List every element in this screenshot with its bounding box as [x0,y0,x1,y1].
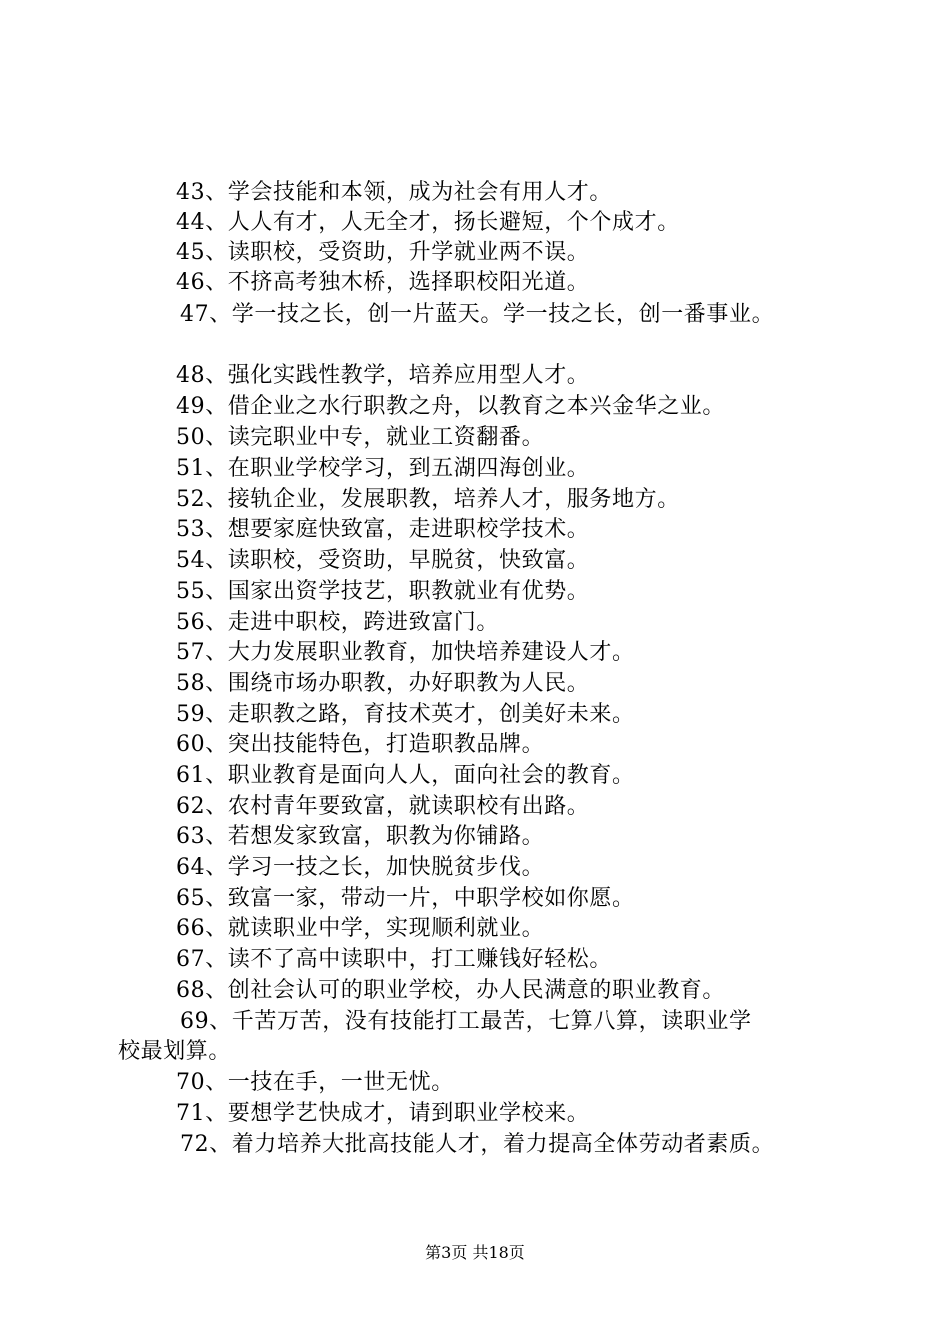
slogan-line: 56、走进中职校，跨进致富门。 [176,610,499,635]
slogan-line: 69、千苦万苦，没有技能打工最苦，七算八算，读职业学 [180,1009,752,1034]
slogan-line: 60、突出技能特色，打造职教品牌。 [176,732,545,757]
slogan-line: 53、想要家庭快致富，走进职校学技术。 [176,517,590,542]
slogan-line: 70、一技在手，一世无忧。 [176,1070,454,1095]
slogan-line: 46、不挤高考独木桥，选择职校阳光道。 [176,270,590,295]
slogan-line: 49、借企业之水行职教之舟，以教育之本兴金华之业。 [176,394,725,419]
page-number-footer: 第3页 共18页 [425,1243,525,1262]
slogan-line: 59、走职教之路，育技术英才，创美好未来。 [176,702,635,727]
slogan-line: 48、强化实践性教学，培养应用型人才。 [176,363,590,388]
slogan-line: 47、学一技之长，创一片蓝天。学一技之长，创一番事业。 [180,302,775,327]
slogan-line: 63、若想发家致富，职教为你铺路。 [176,824,545,849]
slogan-line: 51、在职业学校学习，到五湖四海创业。 [176,456,590,481]
slogan-line: 55、国家出资学技艺，职教就业有优势。 [176,579,590,604]
slogan-line: 72、着力培养大批高技能人才，着力提高全体劳动者素质。 [180,1132,775,1157]
slogan-line: 64、学习一技之长，加快脱贫步伐。 [176,855,545,880]
slogan-line: 43、学会技能和本领，成为社会有用人才。 [176,180,612,205]
slogan-line: 61、职业教育是面向人人，面向社会的教育。 [176,763,635,788]
slogan-line: 66、就读职业中学，实现顺利就业。 [176,916,545,941]
slogan-line: 58、围绕市场办职教，办好职教为人民。 [176,671,590,696]
slogan-line: 71、要想学艺快成才，请到职业学校来。 [176,1101,590,1126]
slogan-line: 62、农村青年要致富，就读职校有出路。 [176,794,590,819]
slogan-line: 54、读职校，受资助，早脱贫，快致富。 [176,548,590,573]
slogan-line: 65、致富一家，带动一片，中职学校如你愿。 [176,886,635,911]
slogan-line: 68、创社会认可的职业学校，办人民满意的职业教育。 [176,978,725,1003]
slogan-line: 50、读完职业中专，就业工资翻番。 [176,425,545,450]
slogan-line: 52、接轨企业，发展职教，培养人才，服务地方。 [176,487,680,512]
slogan-line: 57、大力发展职业教育，加快培养建设人才。 [176,640,635,665]
slogan-line: 67、读不了高中读职中，打工赚钱好轻松。 [176,947,612,972]
slogan-line: 45、读职校，受资助，升学就业两不误。 [176,240,590,265]
slogan-line: 44、人人有才，人无全才，扬长避短，个个成才。 [176,210,680,235]
slogan-line-continuation: 校最划算。 [118,1039,232,1064]
